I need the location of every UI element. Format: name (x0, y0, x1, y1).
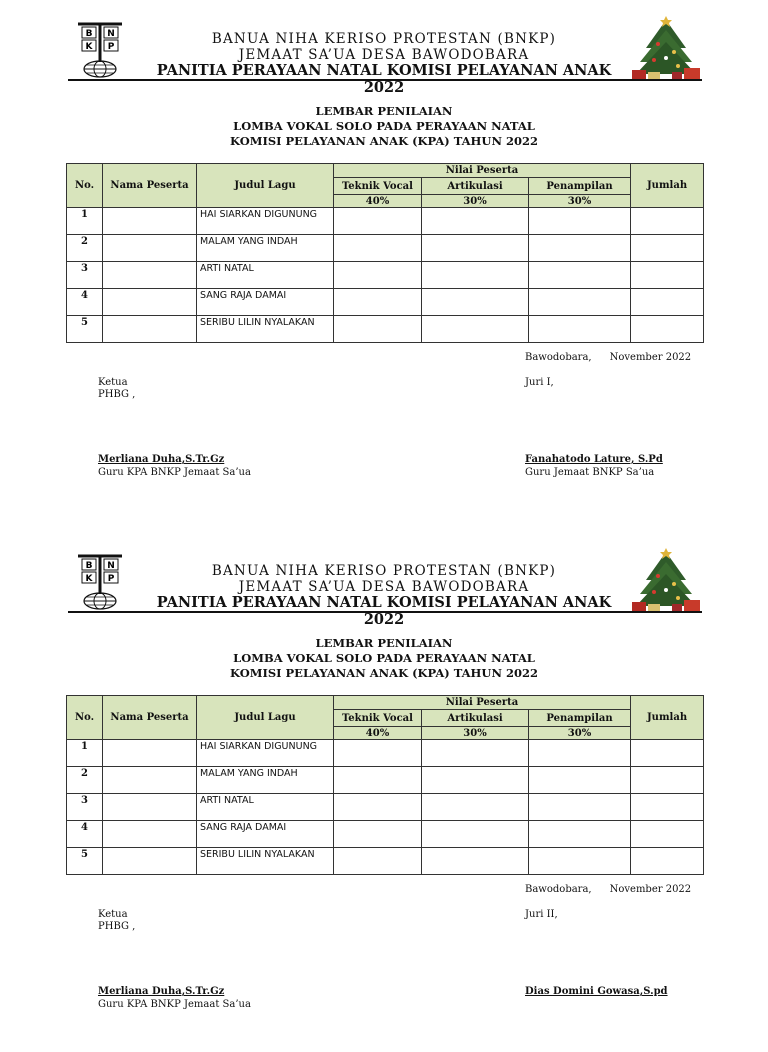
date-text: November 2022 (609, 884, 692, 895)
participant-name-cell[interactable] (103, 289, 197, 316)
participant-name-cell[interactable] (103, 262, 197, 289)
criterion-header: Artikulasi (422, 178, 529, 195)
header-divider (68, 611, 702, 613)
score-cell[interactable] (422, 848, 529, 875)
left-signatory-title: Guru KPA BNKP Jemaat Sa’ua (98, 999, 251, 1010)
table-row (67, 794, 704, 821)
congregation-name: JEMAAT SA’UA DESA BAWODOBARA (238, 579, 530, 595)
criterion-header: Artikulasi (422, 710, 529, 727)
total-cell[interactable] (631, 767, 704, 794)
score-cell[interactable] (422, 767, 529, 794)
score-cell[interactable] (529, 848, 631, 875)
score-cell[interactable] (529, 208, 631, 235)
row-number: 1 (67, 208, 103, 235)
left-signature-block (98, 985, 251, 1011)
score-cell[interactable] (334, 208, 422, 235)
commission-title: KOMISI PELAYANAN ANAK (KPA) TAHUN 2022 (230, 666, 538, 680)
criterion-header: Teknik Vocal (334, 178, 422, 195)
right-signature-block (525, 985, 668, 998)
congregation-name: JEMAAT SA’UA DESA BAWODOBARA (238, 47, 530, 63)
left-signatory-title: Guru KPA BNKP Jemaat Sa’ua (98, 467, 251, 478)
participant-name-cell[interactable] (103, 821, 197, 848)
logo-letter-b: B (85, 561, 93, 571)
total-cell[interactable] (631, 289, 704, 316)
competition-title: LOMBA VOKAL SOLO PADA PERAYAAN NATAL (233, 119, 535, 133)
header-divider (68, 79, 702, 81)
score-cell[interactable] (422, 316, 529, 343)
row-number: 5 (67, 848, 103, 875)
participant-name-cell[interactable] (103, 235, 197, 262)
form-title: LEMBAR PENILAIAN (315, 636, 453, 650)
score-cell[interactable] (422, 740, 529, 767)
right-signatory-role: Juri I, (525, 377, 554, 388)
song-title: HAI SIARKAN DIGUNUNG (197, 208, 334, 235)
criterion-header: Penampilan (529, 178, 631, 195)
participant-name-cell[interactable] (103, 848, 197, 875)
left-signatory-role (98, 377, 135, 401)
weight-cell: 40% (334, 727, 422, 740)
row-number: 5 (67, 316, 103, 343)
church-name: BANUA NIHA KERISO PROTESTAN (BNKP) (211, 31, 557, 47)
score-group-header: Nilai Peserta (334, 696, 631, 710)
col-no-header: No. (67, 164, 103, 208)
score-cell[interactable] (422, 235, 529, 262)
song-title: ARTI NATAL (197, 794, 334, 821)
score-cell[interactable] (529, 289, 631, 316)
criterion-header: Penampilan (529, 710, 631, 727)
song-title: SANG RAJA DAMAI (197, 289, 334, 316)
score-cell[interactable] (529, 794, 631, 821)
total-cell[interactable] (631, 740, 704, 767)
logo-letter-k: K (85, 574, 93, 584)
total-cell[interactable] (631, 794, 704, 821)
score-cell[interactable] (422, 262, 529, 289)
left-signatory-name: Merliana Duha,S.Tr.Gz (98, 454, 225, 465)
logo-letter-b: B (85, 29, 93, 39)
weight-cell: 30% (529, 727, 631, 740)
score-cell[interactable] (334, 235, 422, 262)
score-cell[interactable] (334, 262, 422, 289)
logo-letter-n: N (107, 561, 115, 571)
weight-cell: 30% (529, 195, 631, 208)
song-title: SERIBU LILIN NYALAKAN (197, 316, 334, 343)
score-cell[interactable] (334, 821, 422, 848)
right-signatory-name: Dias Domini Gowasa,S.pd (525, 986, 668, 997)
logo-letter-n: N (107, 29, 115, 39)
total-cell[interactable] (631, 316, 704, 343)
total-cell[interactable] (631, 235, 704, 262)
total-cell[interactable] (631, 821, 704, 848)
score-cell[interactable] (422, 289, 529, 316)
commission-title: KOMISI PELAYANAN ANAK (KPA) TAHUN 2022 (230, 134, 538, 148)
weight-cell: 40% (334, 195, 422, 208)
table-row (67, 208, 704, 235)
weight-cell: 30% (422, 727, 529, 740)
participant-name-cell[interactable] (103, 767, 197, 794)
place-date (525, 352, 691, 363)
table-row (67, 767, 704, 794)
col-total-header: Jumlah (631, 696, 704, 740)
score-cell[interactable] (529, 316, 631, 343)
score-cell[interactable] (422, 821, 529, 848)
row-number: 2 (67, 767, 103, 794)
score-cell[interactable] (334, 848, 422, 875)
participant-name-cell[interactable] (103, 208, 197, 235)
form-titles (0, 104, 768, 149)
total-cell[interactable] (631, 848, 704, 875)
score-cell[interactable] (334, 740, 422, 767)
date-text: November 2022 (609, 352, 692, 363)
participant-name-cell[interactable] (103, 794, 197, 821)
col-total-header: Jumlah (631, 164, 704, 208)
col-name-header: Nama Peserta (103, 164, 197, 208)
score-cell[interactable] (334, 794, 422, 821)
scoring-sheet-2 (0, 532, 768, 1052)
competition-title: LOMBA VOKAL SOLO PADA PERAYAAN NATAL (233, 651, 535, 665)
right-signature-block (525, 453, 663, 479)
form-title: LEMBAR PENILAIAN (315, 104, 453, 118)
logo-letter-p: P (107, 574, 115, 584)
col-song-header: Judul Lagu (197, 164, 334, 208)
bnkp-logo-icon (68, 548, 132, 612)
scoring-sheet-1 (0, 0, 768, 520)
score-table (66, 163, 704, 343)
score-cell[interactable] (529, 821, 631, 848)
score-cell[interactable] (422, 208, 529, 235)
table-row (67, 316, 704, 343)
row-number: 4 (67, 289, 103, 316)
table-row (67, 821, 704, 848)
score-group-header: Nilai Peserta (334, 164, 631, 178)
row-number: 1 (67, 740, 103, 767)
row-number: 3 (67, 794, 103, 821)
right-signatory-role: Juri II, (525, 909, 558, 920)
logo-letter-p: P (107, 42, 115, 52)
right-signatory-title: Guru Jemaat BNKP Sa’ua (525, 467, 655, 478)
row-number: 4 (67, 821, 103, 848)
score-cell[interactable] (529, 740, 631, 767)
right-signatory-name: Fanahatodo Lature, S.Pd (525, 454, 663, 465)
song-title: ARTI NATAL (197, 262, 334, 289)
table-row (67, 740, 704, 767)
committee-name: PANITIA PERAYAAN NATAL KOMISI PELAYANAN ANAK 2022 (156, 594, 612, 628)
bnkp-logo-icon (68, 16, 132, 80)
participant-name-cell[interactable] (103, 740, 197, 767)
role-line-2: PHBG , (98, 389, 136, 400)
committee-name: PANITIA PERAYAAN NATAL KOMISI PELAYANAN ANAK 2022 (156, 62, 612, 96)
christmas-tree-icon (628, 14, 704, 80)
total-cell[interactable] (631, 262, 704, 289)
col-name-header: Nama Peserta (103, 696, 197, 740)
participant-name-cell[interactable] (103, 316, 197, 343)
table-row (67, 262, 704, 289)
table-row (67, 235, 704, 262)
church-name: BANUA NIHA KERISO PROTESTAN (BNKP) (211, 563, 557, 579)
score-cell[interactable] (334, 767, 422, 794)
col-song-header: Judul Lagu (197, 696, 334, 740)
song-title: HAI SIARKAN DIGUNUNG (197, 740, 334, 767)
score-cell[interactable] (529, 262, 631, 289)
score-cell[interactable] (529, 235, 631, 262)
role-line-1: Ketua (98, 909, 128, 920)
weight-cell: 30% (422, 195, 529, 208)
score-cell[interactable] (334, 316, 422, 343)
row-number: 3 (67, 262, 103, 289)
col-no-header: No. (67, 696, 103, 740)
song-title: MALAM YANG INDAH (197, 767, 334, 794)
criterion-header: Teknik Vocal (334, 710, 422, 727)
form-titles (0, 636, 768, 681)
song-title: SANG RAJA DAMAI (197, 821, 334, 848)
score-cell[interactable] (529, 767, 631, 794)
christmas-tree-icon (628, 546, 704, 612)
score-table (66, 695, 704, 875)
left-signature-block (98, 453, 251, 479)
left-signatory-name: Merliana Duha,S.Tr.Gz (98, 986, 225, 997)
place-text: Bawodobara, (525, 352, 592, 363)
place-date (525, 884, 691, 895)
role-line-1: Ketua (98, 377, 128, 388)
table-row (67, 848, 704, 875)
role-line-2: PHBG , (98, 921, 136, 932)
score-cell[interactable] (334, 289, 422, 316)
place-text: Bawodobara, (525, 884, 592, 895)
row-number: 2 (67, 235, 103, 262)
score-cell[interactable] (422, 794, 529, 821)
total-cell[interactable] (631, 208, 704, 235)
table-row (67, 289, 704, 316)
left-signatory-role (98, 909, 135, 933)
song-title: MALAM YANG INDAH (197, 235, 334, 262)
logo-letter-k: K (85, 42, 93, 52)
song-title: SERIBU LILIN NYALAKAN (197, 848, 334, 875)
